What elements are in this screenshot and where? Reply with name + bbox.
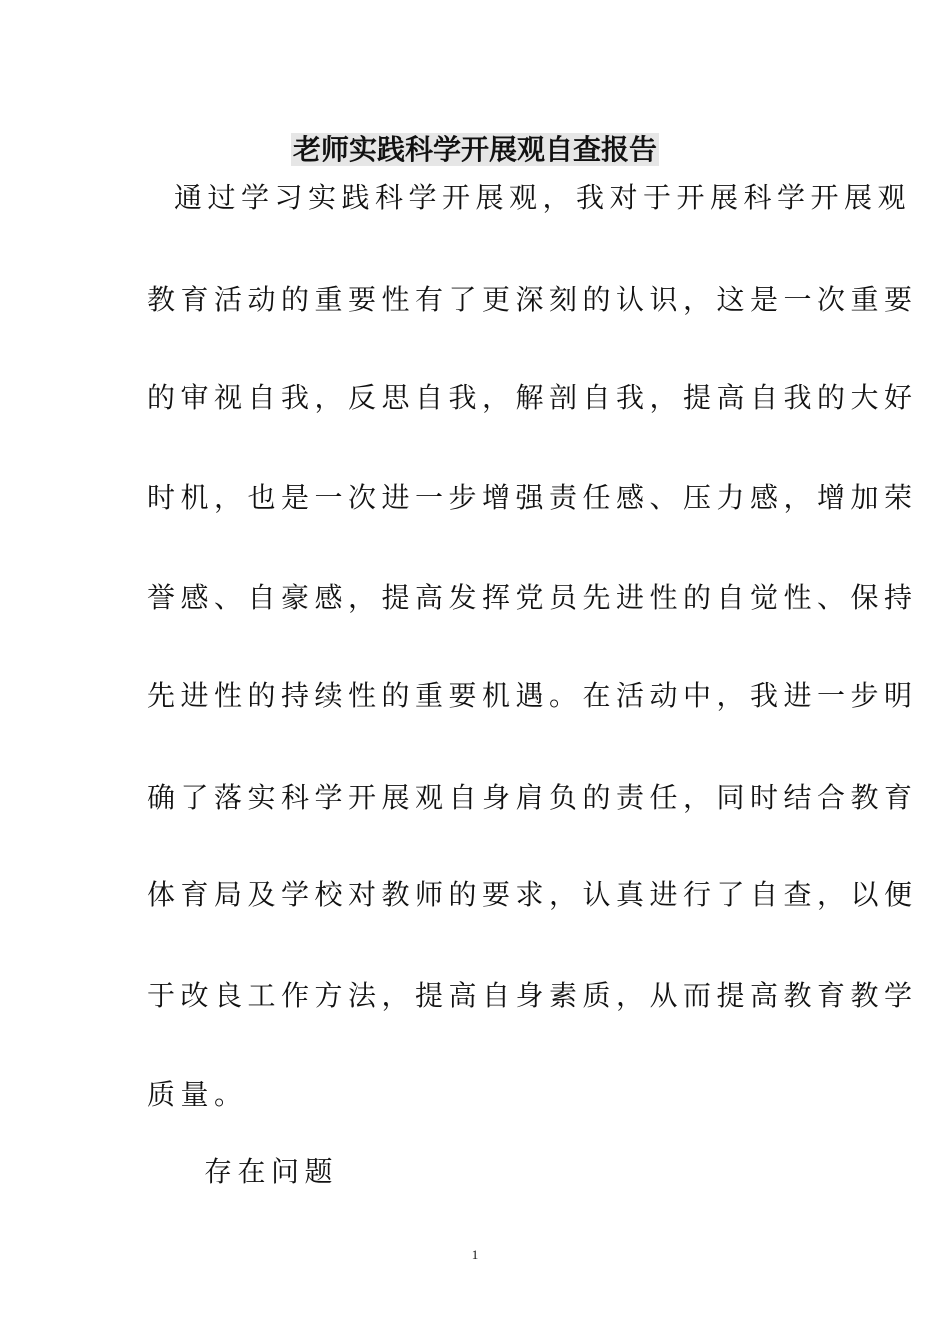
paragraph-line: 通过学习实践科学开展观，我对于开展科学开展观 [174, 181, 912, 214]
paragraph-line: 先进性的持续性的重要机遇。在活动中，我进一步明 [147, 679, 918, 712]
paragraph-line: 誉感、自豪感，提高发挥党员先进性的自觉性、保持 [147, 581, 918, 614]
paragraph-line: 质量。 [147, 1078, 248, 1111]
document-title-text: 老师实践科学开展观自查报告 [292, 133, 657, 166]
paragraph-line: 教育活动的重要性有了更深刻的认识，这是一次重要 [147, 283, 918, 316]
paragraph-line: 确了落实科学开展观自身肩负的责任，同时结合教育 [147, 781, 918, 814]
paragraph-line: 于改良工作方法，提高自身素质，从而提高教育教学 [147, 979, 918, 1012]
paragraph-line: 体育局及学校对教师的要求，认真进行了自查，以便 [147, 878, 918, 911]
paragraph-line: 时机，也是一次进一步增强责任感、压力感，增加荣 [147, 481, 918, 514]
section-heading: 存在问题 [204, 1155, 339, 1188]
paragraph-line: 的审视自我，反思自我，解剖自我，提高自我的大好 [147, 381, 918, 414]
page-number: 1 [471, 1247, 479, 1262]
document-title [0, 130, 950, 170]
